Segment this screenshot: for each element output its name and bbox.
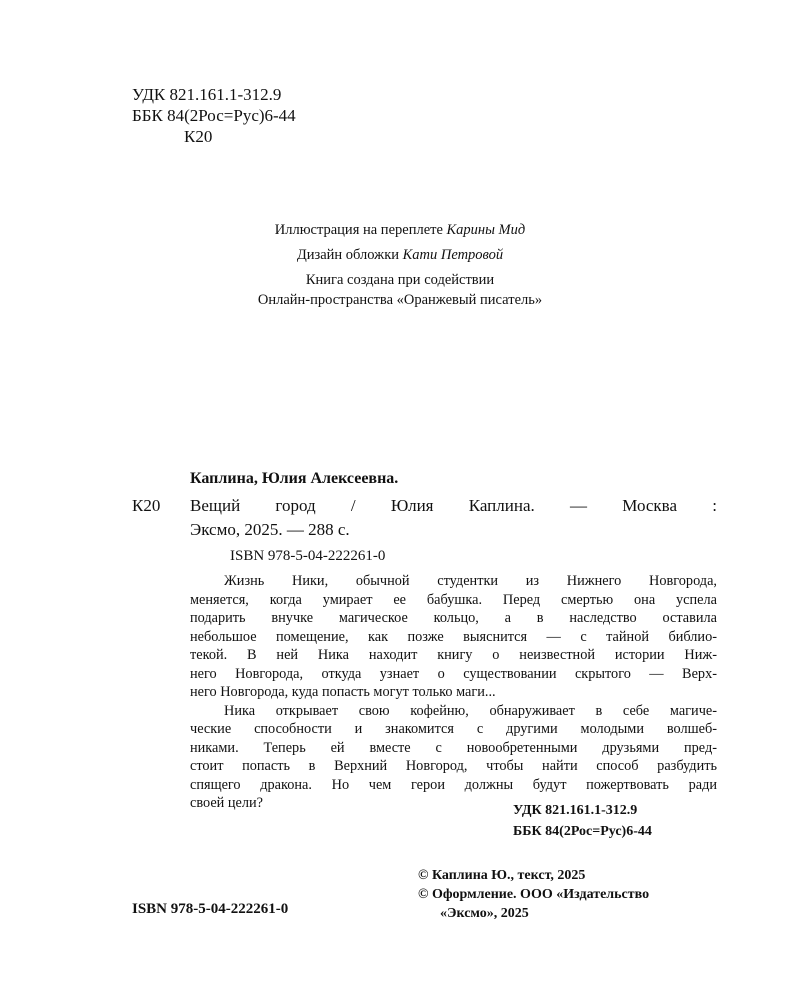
support-line-1: Книга создана при содействии	[305, 272, 495, 288]
bib-line-2: Эксмо, 2025. — 288 с.	[190, 520, 350, 539]
annotation-line: него Новгорода, куда попасть могут только маги...	[190, 684, 496, 700]
footer-bbk: ББК 84(2Рос=Рус)6-44	[513, 824, 652, 839]
bib-description	[190, 494, 717, 542]
author-sign: К20	[184, 127, 213, 146]
bib-author-sign: К20	[132, 496, 161, 515]
copyright-design-2: «Эксмо», 2025	[440, 906, 529, 921]
bbk-code: ББК 84(2Рос=Рус)6-44	[132, 106, 296, 125]
annotation-line: спящего дракона. Но чем герои должны будут пожертвовать ради	[190, 776, 717, 793]
annotation-line: своей цели?	[190, 795, 264, 811]
annotation-line: небольшое помещение, как позже выяснится — с тайной библио-	[190, 628, 717, 645]
design-credit	[0, 245, 800, 265]
illustration-prefix: Иллюстрация на переплете	[274, 222, 447, 238]
copyright-text: © Каплина Ю., текст, 2025	[418, 868, 586, 883]
bib-isbn: ISBN 978-5-04-222261-0	[230, 548, 386, 564]
annotation	[190, 572, 717, 813]
bib-line-1: Вещий город / Юлия Каплина. — Москва :	[190, 496, 717, 515]
classification-codes	[132, 84, 296, 147]
designer-name: Кати Петровой	[402, 247, 504, 263]
footer-udk: УДК 821.161.1-312.9	[513, 803, 638, 818]
support-line-2: Онлайн-пространства «Оранжевый писатель»	[257, 292, 543, 308]
footer-isbn: ISBN 978-5-04-222261-0	[132, 901, 289, 917]
design-prefix: Дизайн обложки	[296, 247, 403, 263]
copyright-block	[418, 866, 649, 923]
support-credit	[0, 270, 800, 310]
illustrator-name: Карины Мид	[446, 222, 526, 238]
footer-codes	[513, 800, 652, 842]
annotation-line: меняется, когда умирает ее бабушка. Перед смертью она успела	[190, 591, 717, 608]
udk-code: УДК 821.161.1-312.9	[132, 85, 282, 104]
annotation-line: Жизнь Ники, обычной студентки из Нижнего Новгорода,	[224, 573, 717, 589]
annotation-line: подарить внучке магическое кольцо, а в наследство оставила	[190, 610, 717, 626]
copyright-design-1: © Оформление. ООО «Издательство	[418, 887, 650, 902]
annotation-line: никами. Теперь ей вместе с новообретенными друзьями пред-	[190, 739, 717, 756]
author-heading: Каплина, Юлия Алексеевна.	[190, 470, 399, 487]
annotation-line: текой. В ней Ника находит книгу о неизвестной истории Ниж-	[190, 647, 717, 663]
annotation-line: стоит попасть в Верхний Новгород, чтобы найти способ разбудить	[190, 758, 717, 774]
annotation-line: него Новгорода, откуда узнает о существовании скрытого — Верх-	[190, 665, 717, 682]
annotation-line: ческие способности и знакомится с другими молодыми волшеб-	[190, 721, 717, 737]
annotation-line: Ника открывает свою кофейню, обнаруживает в себе магиче-	[224, 702, 717, 719]
illustration-credit	[0, 220, 800, 240]
